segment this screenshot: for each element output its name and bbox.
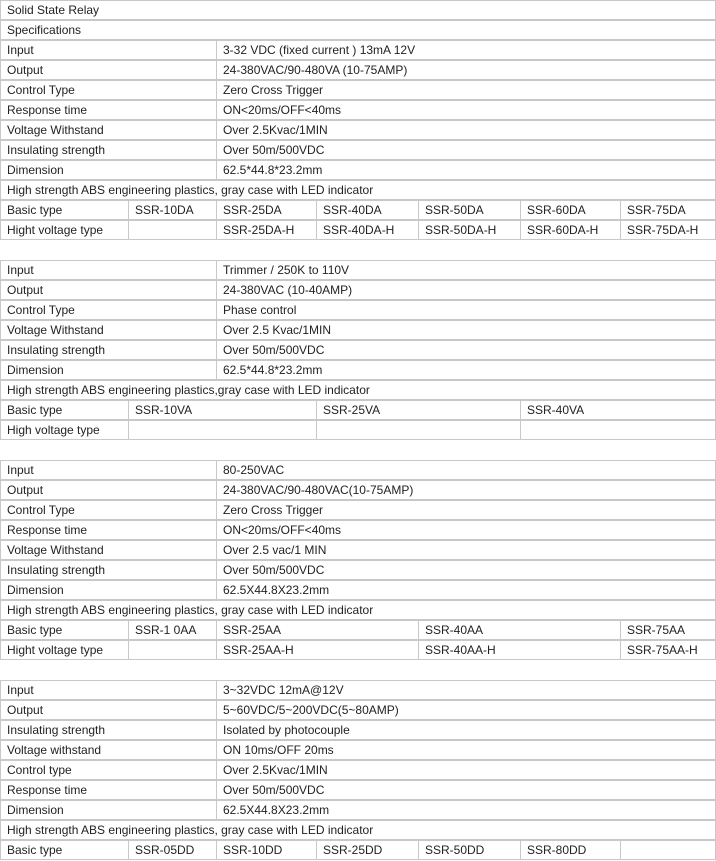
model-cell: SSR-1 0AA: [128, 620, 216, 640]
spec-row: [0, 320, 716, 340]
spec-label: Output: [0, 700, 216, 720]
type-row: [0, 640, 716, 660]
spec-value: Over 50m/500VDC: [216, 140, 716, 160]
model-cell: SSR-40AA: [418, 620, 620, 640]
spec-label: Insulating strength: [0, 560, 216, 580]
spec-label: Response time: [0, 780, 216, 800]
spec-label: Response time: [0, 520, 216, 540]
spec-row: [0, 100, 716, 120]
model-cell: SSR-25DD: [316, 840, 418, 860]
spec-value: Trimmer / 250K to 110V: [216, 260, 716, 280]
model-cell: [520, 420, 716, 440]
spec-label: Dimension: [0, 360, 216, 380]
spec-row: [0, 580, 716, 600]
spec-value: 62.5*44.8*23.2mm: [216, 160, 716, 180]
spec-label: Control type: [0, 760, 216, 780]
model-cell: [128, 420, 316, 440]
case-note: High strength ABS engineering plastics,gray case with LED indicator: [0, 380, 716, 400]
spec-value: ON<20ms/OFF<40ms: [216, 520, 716, 540]
case-note: High strength ABS engineering plastics, gray case with LED indicator: [0, 600, 716, 620]
type-label: Hight voltage type: [0, 640, 128, 660]
spec-label: Response time: [0, 100, 216, 120]
model-cell: [620, 840, 716, 860]
model-cell: SSR-25AA-H: [216, 640, 418, 660]
spec-value: Over 50m/500VDC: [216, 560, 716, 580]
spec-row: [0, 80, 716, 100]
spec-label: Voltage Withstand: [0, 540, 216, 560]
model-cell: [128, 640, 216, 660]
type-label: Basic type: [0, 840, 128, 860]
spec-label: Control Type: [0, 500, 216, 520]
spec-value: Zero Cross Trigger: [216, 80, 716, 100]
spec-value: Isolated by photocouple: [216, 720, 716, 740]
spec-value: 24-380VAC (10-40AMP): [216, 280, 716, 300]
blank-spacer-row: [0, 660, 716, 680]
spec-value: 5~60VDC/5~200VDC(5~80AMP): [216, 700, 716, 720]
model-cell: SSR-80DD: [520, 840, 620, 860]
spec-row: [0, 500, 716, 520]
type-row: [0, 420, 716, 440]
spec-label: Dimension: [0, 800, 216, 820]
model-cell: SSR-60DA: [520, 200, 620, 220]
model-cell: SSR-10DA: [128, 200, 216, 220]
model-cell: SSR-50DA-H: [418, 220, 520, 240]
spec-label: Input: [0, 460, 216, 480]
title-row: [0, 0, 716, 20]
section-subtitle: Specifications: [0, 20, 716, 40]
spec-label: Voltage Withstand: [0, 320, 216, 340]
spec-value: Over 50m/500VDC: [216, 340, 716, 360]
spec-label: Voltage Withstand: [0, 120, 216, 140]
spec-label: Dimension: [0, 580, 216, 600]
model-cell: SSR-75DA: [620, 200, 716, 220]
spec-label: Insulating strength: [0, 340, 216, 360]
spec-value: 80-250VAC: [216, 460, 716, 480]
spec-row: [0, 60, 716, 80]
spec-label: Output: [0, 60, 216, 80]
spec-label: Insulating strength: [0, 720, 216, 740]
model-cell: SSR-05DD: [128, 840, 216, 860]
spec-row: [0, 700, 716, 720]
spec-row: [0, 800, 716, 820]
model-cell: SSR-25DA: [216, 200, 316, 220]
page-title: Solid State Relay: [0, 0, 716, 20]
spec-row: [0, 560, 716, 580]
spec-row: [0, 160, 716, 180]
model-cell: SSR-10VA: [128, 400, 316, 420]
spec-value: 3-32 VDC (fixed current ) 13mA 12V: [216, 40, 716, 60]
blank-spacer-row: [0, 240, 716, 260]
model-cell: SSR-40VA: [520, 400, 716, 420]
model-cell: [128, 220, 216, 240]
spec-label: Output: [0, 280, 216, 300]
spec-value: Over 2.5Kvac/1MIN: [216, 120, 716, 140]
case-note: High strength ABS engineering plastics, gray case with LED indicator: [0, 180, 716, 200]
spec-label: Output: [0, 480, 216, 500]
note-row: [0, 180, 716, 200]
spec-value: ON 10ms/OFF 20ms: [216, 740, 716, 760]
spec-row: [0, 280, 716, 300]
model-cell: SSR-10DD: [216, 840, 316, 860]
spec-value: Over 2.5 vac/1 MIN: [216, 540, 716, 560]
type-row: [0, 840, 716, 860]
spec-label: Control Type: [0, 80, 216, 100]
spec-row: [0, 40, 716, 60]
spec-row: [0, 340, 716, 360]
spec-label: Input: [0, 680, 216, 700]
spec-row: [0, 680, 716, 700]
note-row: [0, 380, 716, 400]
spec-value: Over 2.5 Kvac/1MIN: [216, 320, 716, 340]
type-label: Basic type: [0, 620, 128, 640]
spec-row: [0, 260, 716, 280]
spec-row: [0, 300, 716, 320]
model-cell: SSR-25AA: [216, 620, 418, 640]
spec-label: Input: [0, 40, 216, 60]
note-row: [0, 600, 716, 620]
model-cell: SSR-75DA-H: [620, 220, 716, 240]
spec-value: 62.5X44.8X23.2mm: [216, 580, 716, 600]
type-row: [0, 220, 716, 240]
spec-label: Voltage withstand: [0, 740, 216, 760]
spec-label: Dimension: [0, 160, 216, 180]
type-row: [0, 620, 716, 640]
spec-row: [0, 780, 716, 800]
note-row: [0, 820, 716, 840]
spec-value: Over 50m/500VDC: [216, 780, 716, 800]
spec-row: [0, 480, 716, 500]
model-cell: SSR-60DA-H: [520, 220, 620, 240]
spec-value: 3~32VDC 12mA@12V: [216, 680, 716, 700]
model-cell: SSR-75AA: [620, 620, 716, 640]
blank-spacer-row: [0, 440, 716, 460]
model-cell: SSR-40DA: [316, 200, 418, 220]
type-row: [0, 200, 716, 220]
spec-row: [0, 720, 716, 740]
subtitle-row: [0, 20, 716, 40]
spec-label: Input: [0, 260, 216, 280]
type-label: Basic type: [0, 200, 128, 220]
spec-label: Control Type: [0, 300, 216, 320]
spec-value: ON<20ms/OFF<40ms: [216, 100, 716, 120]
spec-label: Insulating strength: [0, 140, 216, 160]
model-cell: SSR-50DA: [418, 200, 520, 220]
spec-value: Zero Cross Trigger: [216, 500, 716, 520]
case-note: High strength ABS engineering plastics, gray case with LED indicator: [0, 820, 716, 840]
spec-row: [0, 360, 716, 380]
model-cell: SSR-40DA-H: [316, 220, 418, 240]
spec-row: [0, 120, 716, 140]
type-label: High voltage type: [0, 420, 128, 440]
type-label: Basic type: [0, 400, 128, 420]
spec-row: [0, 520, 716, 540]
spec-value: 62.5*44.8*23.2mm: [216, 360, 716, 380]
spec-row: [0, 760, 716, 780]
model-cell: SSR-50DD: [418, 840, 520, 860]
spec-row: [0, 460, 716, 480]
model-cell: SSR-75AA-H: [620, 640, 716, 660]
spec-value: Phase control: [216, 300, 716, 320]
spec-value: 24-380VAC/90-480VA (10-75AMP): [216, 60, 716, 80]
model-cell: SSR-40AA-H: [418, 640, 620, 660]
type-row: [0, 400, 716, 420]
spec-row: [0, 140, 716, 160]
model-cell: SSR-25VA: [316, 400, 520, 420]
type-label: Hight voltage type: [0, 220, 128, 240]
spec-value: Over 2.5Kvac/1MIN: [216, 760, 716, 780]
spec-value: 24-380VAC/90-480VAC(10-75AMP): [216, 480, 716, 500]
spec-value: 62.5X44.8X23.2mm: [216, 800, 716, 820]
model-cell: SSR-25DA-H: [216, 220, 316, 240]
spec-row: [0, 740, 716, 760]
model-cell: [316, 420, 520, 440]
spec-row: [0, 540, 716, 560]
